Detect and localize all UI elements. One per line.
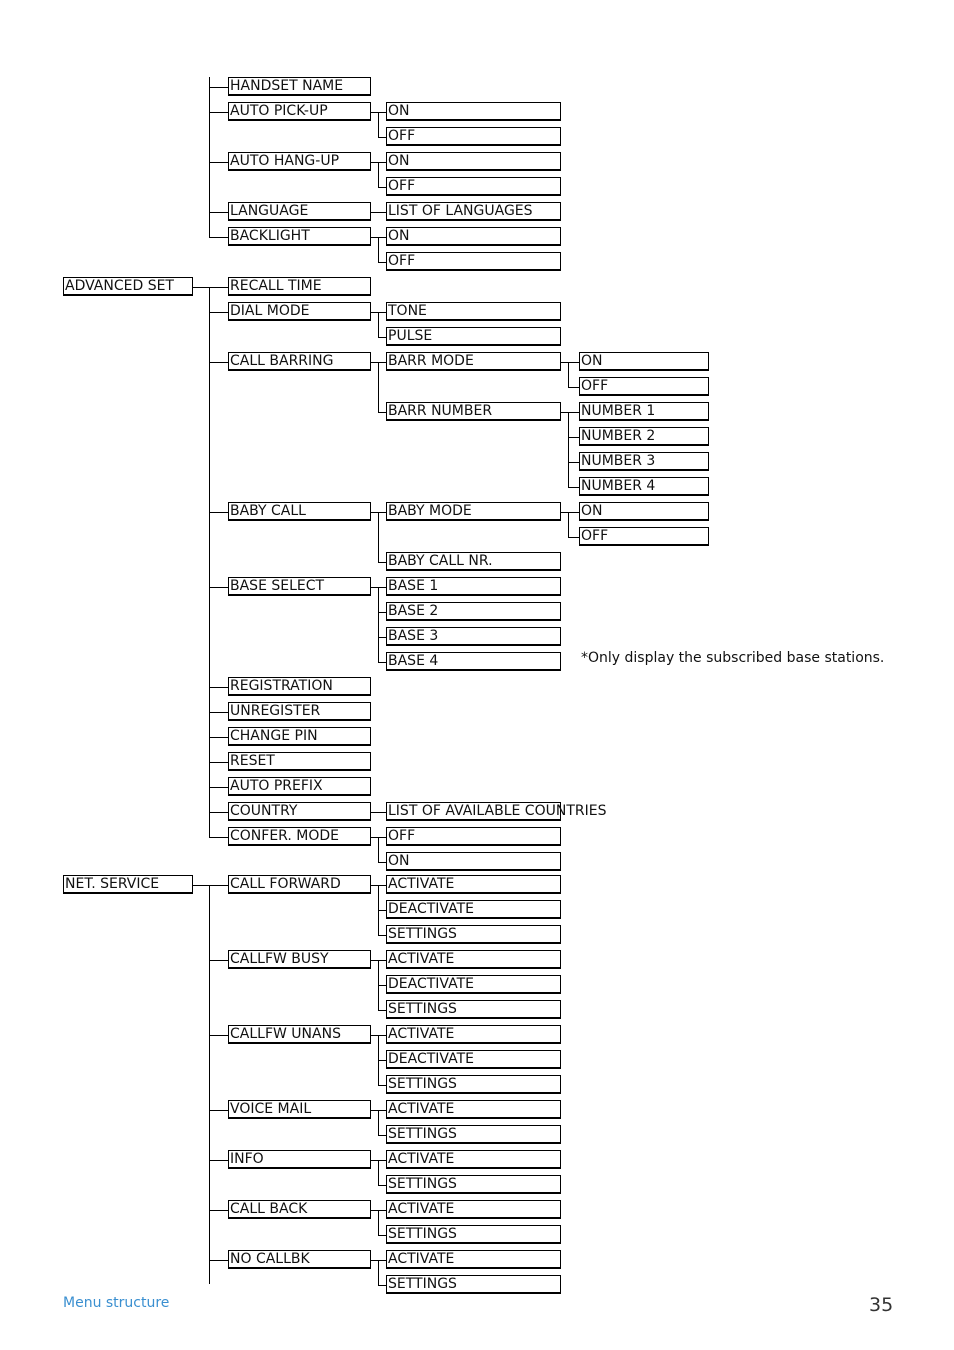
connector-line [209,960,228,961]
connector-line [378,237,379,263]
connector-line [568,362,569,388]
menu-box-off-advanced-items-2-options-0-1: OFF [579,377,709,396]
menu-box-off-top-items-2-options-1: OFF [386,177,561,196]
connector-line [371,212,386,213]
menu-box-base-1-advanced-items-4-options-0: BASE 1 [386,577,561,596]
menu-box-auto-pick-up-1: AUTO PICK-UP [228,102,371,121]
menu-box-base-select-4: BASE SELECT [228,577,371,596]
menu-box-baby-call-3: BABY CALL [228,502,371,521]
menu-box-call-forward-0: CALL FORWARD [228,875,371,894]
menu-box-on-advanced-items-11-options-1: ON [386,852,561,871]
menu-box-base-4-advanced-items-4-options-3: BASE 4 [386,652,561,671]
menu-box-unregister-6: UNREGISTER [228,702,371,721]
connector-line [378,562,386,563]
menu-box-deactivate-net-service-items-1-options-1: DEACTIVATE [386,975,561,994]
menu-box-auto-hang-up-2: AUTO HANG-UP [228,152,371,171]
connector-line [378,1060,386,1061]
menu-box-registration-5: REGISTRATION [228,677,371,696]
connector-line [378,1110,379,1136]
menu-box-recall-time-0: RECALL TIME [228,277,371,296]
connector-line [209,885,228,886]
menu-box-info-4: INFO [228,1150,371,1169]
menu-box-voice-mail-3: VOICE MAIL [228,1100,371,1119]
connector-line [378,612,386,613]
menu-box-off-top-items-4-options-1: OFF [386,252,561,271]
connector-line [378,1135,386,1136]
connector-line [209,762,228,763]
connector-line [209,287,210,838]
connector-line [568,512,569,538]
menu-box-number-4-advanced-items-2-options-1-3: NUMBER 4 [579,477,709,496]
menu-box-settings-net-service-items-3-options-1: SETTINGS [386,1125,561,1144]
menu-box-settings-net-service-items-4-options-1: SETTINGS [386,1175,561,1194]
connector-line [378,262,386,263]
menu-box-net-service-header: NET. SERVICE [63,875,193,894]
menu-box-activate-net-service-items-1-options-0: ACTIVATE [386,950,561,969]
connector-line [378,312,379,338]
connector-line [209,512,228,513]
menu-box-no-callbk-6: NO CALLBK [228,1250,371,1269]
menu-box-number-1-advanced-items-2-options-1-0: NUMBER 1 [579,402,709,421]
menu-box-activate-net-service-items-4-options-0: ACTIVATE [386,1150,561,1169]
connector-line [378,1035,379,1086]
menu-box-change-pin-7: CHANGE PIN [228,727,371,746]
menu-box-base-2-advanced-items-4-options-1: BASE 2 [386,602,561,621]
menu-box-number-2-advanced-items-2-options-1-1: NUMBER 2 [579,427,709,446]
connector-line [378,910,386,911]
menu-box-baby-call-nr-baby-1: BABY CALL NR. [386,552,561,571]
connector-line [371,812,386,813]
menu-box-barr-number-advanced-items-2-options-1: BARR NUMBER [386,402,561,421]
menu-box-activate-net-service-items-6-options-0: ACTIVATE [386,1250,561,1269]
connector-line [378,935,386,936]
connector-line [209,1110,228,1111]
connector-line [209,237,228,238]
connector-line [378,1210,379,1236]
menu-box-call-barring-2: CALL BARRING [228,352,371,371]
menu-box-language-3: LANGUAGE [228,202,371,221]
connector-line [568,437,579,438]
connector-line [378,662,386,663]
connector-line [209,1160,228,1161]
connector-line [209,112,228,113]
connector-line [568,462,579,463]
connector-line [209,587,228,588]
connector-line [209,1260,228,1261]
connector-line [378,362,379,413]
connector-line [561,412,579,413]
menu-box-list-of-languages-top-items-3-options-0: LIST OF LANGUAGES [386,202,561,221]
menu-box-deactivate-net-service-items-2-options-1: DEACTIVATE [386,1050,561,1069]
connector-line [378,1185,386,1186]
connector-line [378,837,379,863]
menu-box-country-10: COUNTRY [228,802,371,821]
connector-line [561,512,579,513]
connector-line [209,1259,210,1284]
connector-line [209,212,228,213]
menu-box-tone-advanced-items-1-options-0: TONE [386,302,561,321]
connector-line [209,312,228,313]
menu-box-activate-net-service-items-0-options-0: ACTIVATE [386,875,561,894]
connector-line [209,737,228,738]
connector-line [378,1160,379,1186]
connector-line [378,985,386,986]
connector-line [378,162,379,188]
connector-line [378,187,386,188]
menu-box-baby-mode-baby-0: BABY MODE [386,502,561,521]
menu-box-number-3-advanced-items-2-options-1-2: NUMBER 3 [579,452,709,471]
menu-box-auto-prefix-9: AUTO PREFIX [228,777,371,796]
connector-line [378,137,386,138]
connector-line [378,112,379,138]
connector-line [378,637,386,638]
connector-line [209,787,228,788]
menu-box-settings-net-service-items-1-options-2: SETTINGS [386,1000,561,1019]
connector-line [209,77,210,238]
menu-box-callfw-busy-1: CALLFW BUSY [228,950,371,969]
menu-box-handset-name-0: HANDSET NAME [228,77,371,96]
menu-box-on-top-items-2-options-0: ON [386,152,561,171]
connector-line [378,512,379,563]
menu-box-on-baby-0-0: ON [579,502,709,521]
menu-box-activate-net-service-items-2-options-0: ACTIVATE [386,1025,561,1044]
menu-box-list-of-available-countries-advanced-items-10-options-0: LIST OF AVAILABLE COUNTRIES [388,803,607,819]
connector-line [209,812,228,813]
base-select-note: *Only display the subscribed base stations. [581,650,885,666]
menu-box-deactivate-net-service-items-0-options-1: DEACTIVATE [386,900,561,919]
menu-box-backlight-4: BACKLIGHT [228,227,371,246]
connector-line [378,337,386,338]
connector-line [378,960,379,1011]
menu-box-call-back-5: CALL BACK [228,1200,371,1219]
connector-line [209,87,228,88]
connector-line [378,1285,386,1286]
menu-box-settings-net-service-items-6-options-1: SETTINGS [386,1275,561,1294]
connector-line [378,885,379,936]
menu-box-activate-net-service-items-3-options-0: ACTIVATE [386,1100,561,1119]
menu-box-pulse-advanced-items-1-options-1: PULSE [386,327,561,346]
menu-box-reset-8: RESET [228,752,371,771]
menu-box-settings-net-service-items-0-options-2: SETTINGS [386,925,561,944]
connector-line [209,362,228,363]
footer-section-label: Menu structure [63,1295,170,1311]
connector-line [209,287,228,288]
menu-box-activate-net-service-items-5-options-0: ACTIVATE [386,1200,561,1219]
connector-line [209,1210,228,1211]
menu-box-on-top-items-4-options-0: ON [386,227,561,246]
connector-line [209,162,228,163]
connector-line [378,587,379,663]
menu-box-barr-mode-advanced-items-2-options-0: BARR MODE [386,352,561,371]
connector-line [378,1235,386,1236]
connector-line [568,387,579,388]
menu-box-callfw-unans-2: CALLFW UNANS [228,1025,371,1044]
menu-box-dial-mode-1: DIAL MODE [228,302,371,321]
menu-box-off-advanced-items-11-options-0: OFF [386,827,561,846]
menu-box-off-baby-0-1: OFF [579,527,709,546]
connector-line [378,1010,386,1011]
menu-box-on-advanced-items-2-options-0-0: ON [579,352,709,371]
connector-line [568,487,579,488]
menu-box-off-top-items-1-options-1: OFF [386,127,561,146]
menu-box-confer-mode-11: CONFER. MODE [228,827,371,846]
connector-line [378,862,386,863]
menu-box-settings-net-service-items-5-options-1: SETTINGS [386,1225,561,1244]
menu-box-on-top-items-1-options-0: ON [386,102,561,121]
menu-box-settings-net-service-items-2-options-2: SETTINGS [386,1075,561,1094]
connector-line [209,712,228,713]
connector-line [378,1085,386,1086]
connector-line [209,687,228,688]
connector-line [568,537,579,538]
page-number: 35 [869,1294,894,1316]
connector-line [378,1260,379,1286]
connector-line [561,362,579,363]
menu-box-advanced-set-header: ADVANCED SET [63,277,193,296]
connector-line [209,885,210,1261]
connector-line [378,412,386,413]
connector-line [568,412,569,488]
connector-line [209,837,228,838]
menu-box-base-3-advanced-items-4-options-2: BASE 3 [386,627,561,646]
connector-line [209,1035,228,1036]
